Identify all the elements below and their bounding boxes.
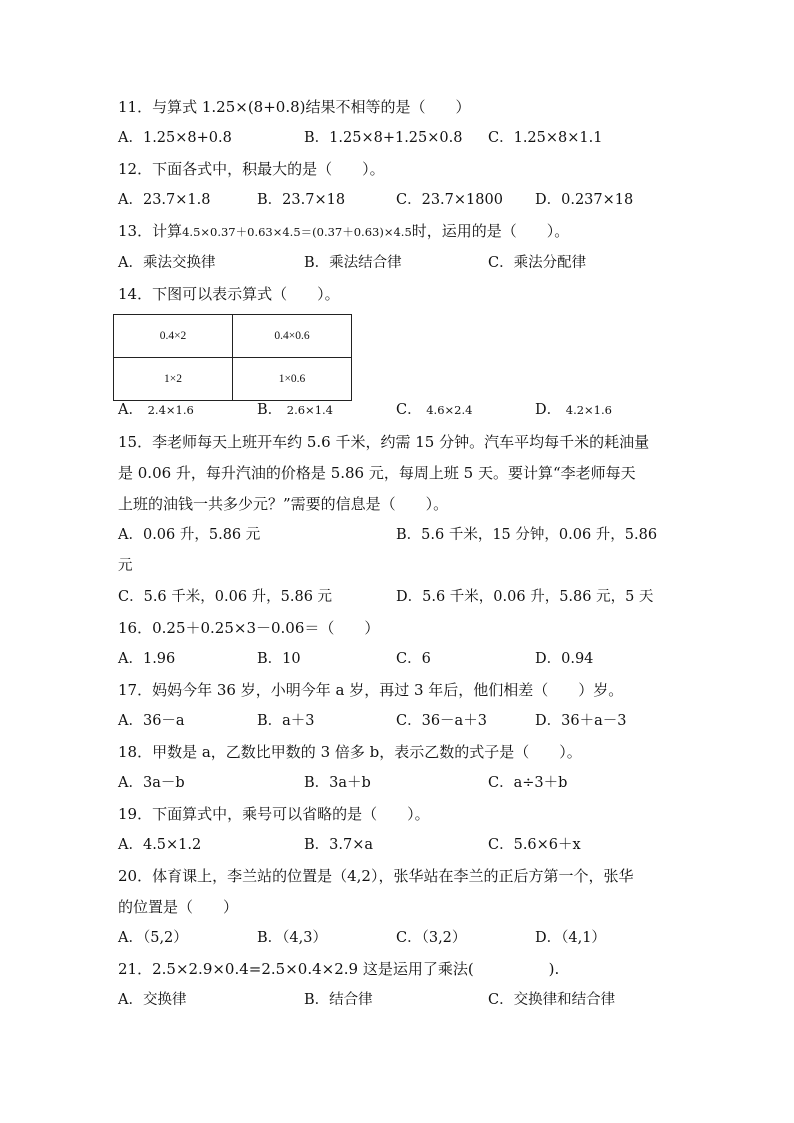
- q15-option-c: C．5.6 千米，0.06 升，5.86 元: [118, 589, 333, 605]
- q14-option-a-label: A．: [118, 402, 143, 418]
- q14-option-d-value: 4.2×1.6: [565, 403, 612, 417]
- q14-option-a: [118, 400, 194, 420]
- q13-option-a: A．乘法交换律: [118, 255, 216, 271]
- q17-option-a: A．36－a: [118, 713, 185, 729]
- question-18-stem: 18．甲数是 a，乙数比甲数的 3 倍多 b，表示乙数的式子是（ ）。: [118, 743, 582, 761]
- q20-option-d: D．（4,1）: [535, 930, 606, 946]
- question-20-stem-line2: 的位置是（ ）: [118, 898, 239, 916]
- q12-option-b: B．23.7×18: [257, 192, 346, 208]
- q12-option-d: D．0.237×18: [535, 192, 634, 208]
- q15-option-a: A．0.06 升，5.86 元: [118, 527, 261, 543]
- question-15-stem-line3: 上班的油钱一共多少元？”需要的信息是（ ）。: [118, 495, 449, 513]
- q12-option-a: A．23.7×1.8: [118, 192, 211, 208]
- q19-option-a: A．4.5×1.2: [118, 837, 202, 853]
- q17-option-d: D．36＋a－3: [535, 713, 627, 729]
- grid-cell: 0.4×2: [114, 315, 233, 358]
- q17-option-b: B．a＋3: [257, 713, 315, 729]
- q14-option-c-value: 4.6×2.4: [426, 403, 473, 417]
- q18-option-b: B．3a＋b: [304, 775, 371, 791]
- q14-option-b-value: 2.6×1.4: [286, 403, 333, 417]
- question-17-stem: 17．妈妈今年 36 岁，小明今年 a 岁，再过 3 年后，他们相差（ ）岁。: [118, 681, 624, 699]
- q11-option-c: C．1.25×8×1.1: [488, 130, 603, 146]
- q13-formula: 4.5×0.37＋0.63×4.5＝(0.37＋0.63)×4.5: [182, 225, 412, 239]
- q18-option-c: C．a÷3＋b: [488, 775, 568, 791]
- question-11-stem: 11．与算式 1.25×(8+0.8)结果不相等的是（ ）: [118, 98, 471, 116]
- q15-option-b-wrap: 元: [118, 558, 133, 574]
- q20-option-b: B．（4,3）: [257, 930, 327, 946]
- question-21-stem: 21．2.5×2.9×0.4=2.5×0.4×2.9 这是运用了乘法( ).: [118, 960, 560, 978]
- q13-stem-post: 时，运用的是（ ）。: [411, 222, 570, 240]
- q14-option-c-label: C．: [396, 402, 422, 418]
- q18-option-a: A．3a－b: [118, 775, 185, 791]
- q11-option-b: B．1.25×8+1.25×0.8: [304, 130, 463, 146]
- q14-option-a-value: 2.4×1.6: [147, 403, 194, 417]
- q19-option-c: C．5.6×6＋x: [488, 837, 581, 853]
- q14-option-b-label: B．: [257, 402, 283, 418]
- grid-cell: 0.4×0.6: [233, 315, 352, 358]
- q15-option-d: D．5.6 千米，0.06 升，5.86 元，5 天: [396, 589, 654, 605]
- q17-option-c: C．36－a＋3: [396, 713, 487, 729]
- q16-option-b: B．10: [257, 651, 301, 667]
- question-14-stem: 14．下图可以表示算式（ ）。: [118, 285, 340, 303]
- q19-option-b: B．3.7×a: [304, 837, 374, 853]
- q13-option-b: B．乘法结合律: [304, 255, 402, 271]
- q14-option-d-label: D．: [535, 402, 562, 418]
- q14-option-c: [396, 400, 472, 420]
- question-19-stem: 19．下面算式中，乘号可以省略的是（ ）。: [118, 805, 430, 823]
- grid-cell: 1×2: [114, 358, 233, 401]
- q20-option-c: C．（3,2）: [396, 930, 467, 946]
- question-15-stem-line2: 是 0.06 升，每升汽油的价格是 5.86 元，每周上班 5 天。要计算“李老师每天: [118, 464, 636, 482]
- q12-option-c: C．23.7×1800: [396, 192, 503, 208]
- q14-option-d: [535, 400, 612, 420]
- q16-option-c: C．6: [396, 651, 431, 667]
- grid-cell: 1×0.6: [233, 358, 352, 401]
- q21-option-b: B．结合律: [304, 992, 373, 1008]
- q13-stem-pre: 13．计算: [118, 222, 183, 240]
- q15-option-b: B．5.6 千米，15 分钟，0.06 升，5.86: [396, 527, 658, 543]
- q20-option-a: A．（5,2）: [118, 930, 188, 946]
- question-20-stem-line1: 20．体育课上，李兰站的位置是（4,2），张华站在李兰的正后方第一个，张华: [118, 867, 634, 885]
- question-15-stem-line1: 15．李老师每天上班开车约 5.6 千米，约需 15 分钟。汽车平均每千米的耗油量: [118, 433, 650, 451]
- q16-option-a: A．1.96: [118, 651, 176, 667]
- q16-option-d: D．0.94: [535, 651, 594, 667]
- question-12-stem: 12．下面各式中，积最大的是（ ）。: [118, 160, 385, 178]
- q11-option-a: A．1.25×8+0.8: [118, 130, 232, 146]
- question-16-stem: 16．0.25＋0.25×3－0.06＝（ ）: [118, 619, 380, 637]
- area-model-grid: [113, 314, 352, 401]
- q13-option-c: C．乘法分配律: [488, 255, 587, 271]
- q14-option-b: [257, 400, 333, 420]
- q21-option-c: C．交换律和结合律: [488, 992, 616, 1008]
- question-13-stem: [118, 221, 569, 242]
- q21-option-a: A．交换律: [118, 992, 187, 1008]
